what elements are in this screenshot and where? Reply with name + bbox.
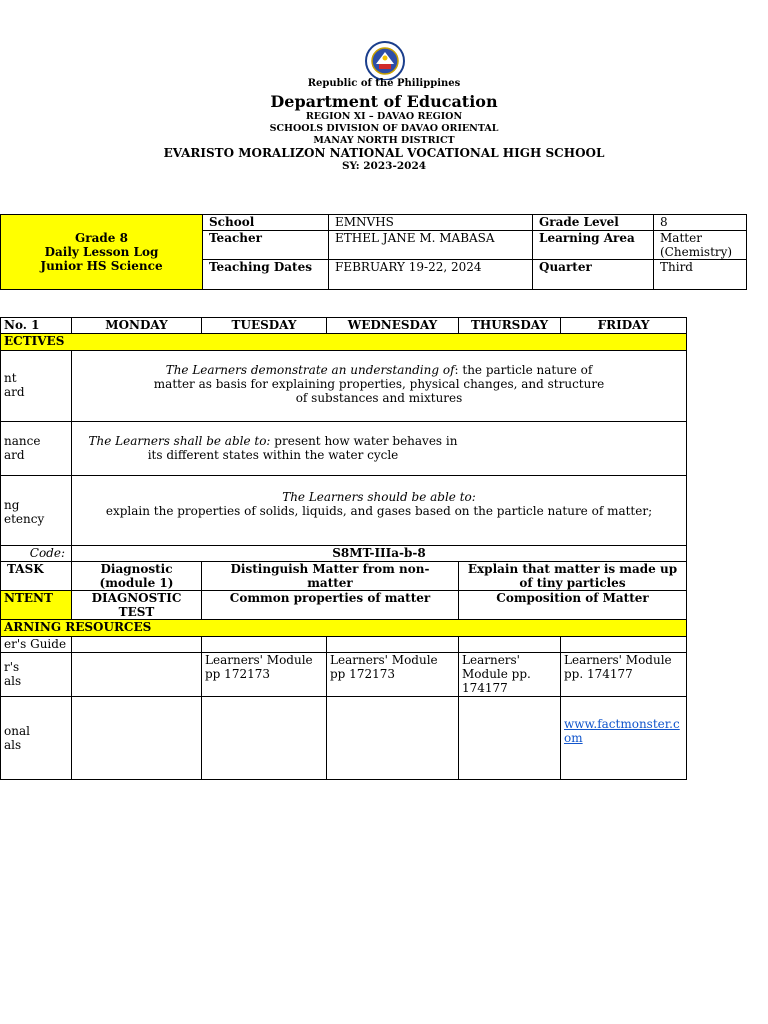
guide-thursday [459,637,561,653]
performance-standard-label: nance ard [1,422,72,476]
additional-wednesday [327,697,459,780]
guide-monday [72,637,202,653]
subject-label: Junior HS Science [40,259,163,273]
division-line: SCHOOLS DIVISION OF DAVAO ORIENTAL [269,123,499,134]
content-label: NTENT [1,591,72,620]
learners-materials-label: r's als [1,653,72,697]
republic-line: Republic of the Philippines [307,78,461,89]
learning-area-value: Matter (Chemistry) [654,231,747,260]
school-name: EVARISTO MORALIZON NATIONAL VOCATIONAL HIGH SCHOOL [163,146,605,160]
teacher-label: Teacher [203,231,329,260]
task-label: TASK [1,562,72,591]
task-monday: Diagnostic (module 1) [72,562,202,591]
materials-monday [72,653,202,697]
teacher-value: ETHEL JANE M. MABASA [329,231,533,260]
day-monday: MONDAY [72,318,202,334]
day-friday: FRIDAY [561,318,687,334]
week-label: No. 1 [1,318,72,334]
content-tue-wed: Common properties of matter [202,591,459,620]
additional-thursday [459,697,561,780]
lesson-info-table [0,214,747,290]
materials-wednesday: Learners' Module pp 172173 [327,653,459,697]
materials-thursday: Learners' Module pp. 174177 [459,653,561,697]
deped-seal-icon [356,40,414,80]
school-value: EMNVHS [329,215,533,231]
code-value: S8MT-IIIa-b-8 [72,546,687,562]
code-label: Code: [1,546,72,562]
task-thu-fri: Explain that matter is made up of tiny particles [459,562,687,591]
content-standard-text: The Learners demonstrate an understanding of: the particle nature of matter as basis for explaining properties, physical changes, and structure of substances and mixtures [72,351,687,422]
lesson-log-table [0,317,687,780]
guide-wednesday [327,637,459,653]
quarter-value: Third [654,260,747,290]
performance-standard-text: The Learners shall be able to: present how water behaves in its different states within the water cycle [72,422,687,476]
log-title: Daily Lesson Log [44,245,159,259]
dates-label: Teaching Dates [203,260,329,290]
day-wednesday: WEDNESDAY [327,318,459,334]
content-standard-label: nt ard [1,351,72,422]
day-thursday: THURSDAY [459,318,561,334]
school-label: School [203,215,329,231]
additional-materials-label: onal als [1,697,72,780]
guide-friday [561,637,687,653]
learning-area-label: Learning Area [533,231,654,260]
materials-friday: Learners' Module pp. 174177 [561,653,687,697]
grade-label: Grade 8 [75,231,128,245]
additional-friday [561,697,687,780]
additional-monday [72,697,202,780]
content-monday: DIAGNOSTIC TEST [72,591,202,620]
factmonster-link[interactable]: www.factmonster.com [564,717,680,745]
grade-level-label: Grade Level [533,215,654,231]
competency-label: ng etency [1,476,72,546]
competency-text: The Learners should be able to: explain the properties of solids, liquids, and gases based on the particle nature of matter; [72,476,687,546]
additional-tuesday [202,697,327,780]
grade-level-value: 8 [654,215,747,231]
task-tue-wed: Distinguish Matter from non-matter [202,562,459,591]
department-title: Department of Education [270,92,498,111]
materials-tuesday: Learners' Module pp 172173 [202,653,327,697]
objectives-heading: ECTIVES [1,334,687,351]
teachers-guide-label: er's Guide [1,637,72,653]
quarter-label: Quarter [533,260,654,290]
log-title-block [1,215,203,290]
guide-tuesday [202,637,327,653]
dates-value: FEBRUARY 19-22, 2024 [329,260,533,290]
region-line: REGION XI – DAVAO REGION [305,111,463,122]
district-line: MANAY NORTH DISTRICT [313,135,455,146]
learning-resources-heading: ARNING RESOURCES [1,620,687,637]
day-tuesday: TUESDAY [202,318,327,334]
content-thu-fri: Composition of Matter [459,591,687,620]
school-year: SY: 2023-2024 [341,160,427,172]
